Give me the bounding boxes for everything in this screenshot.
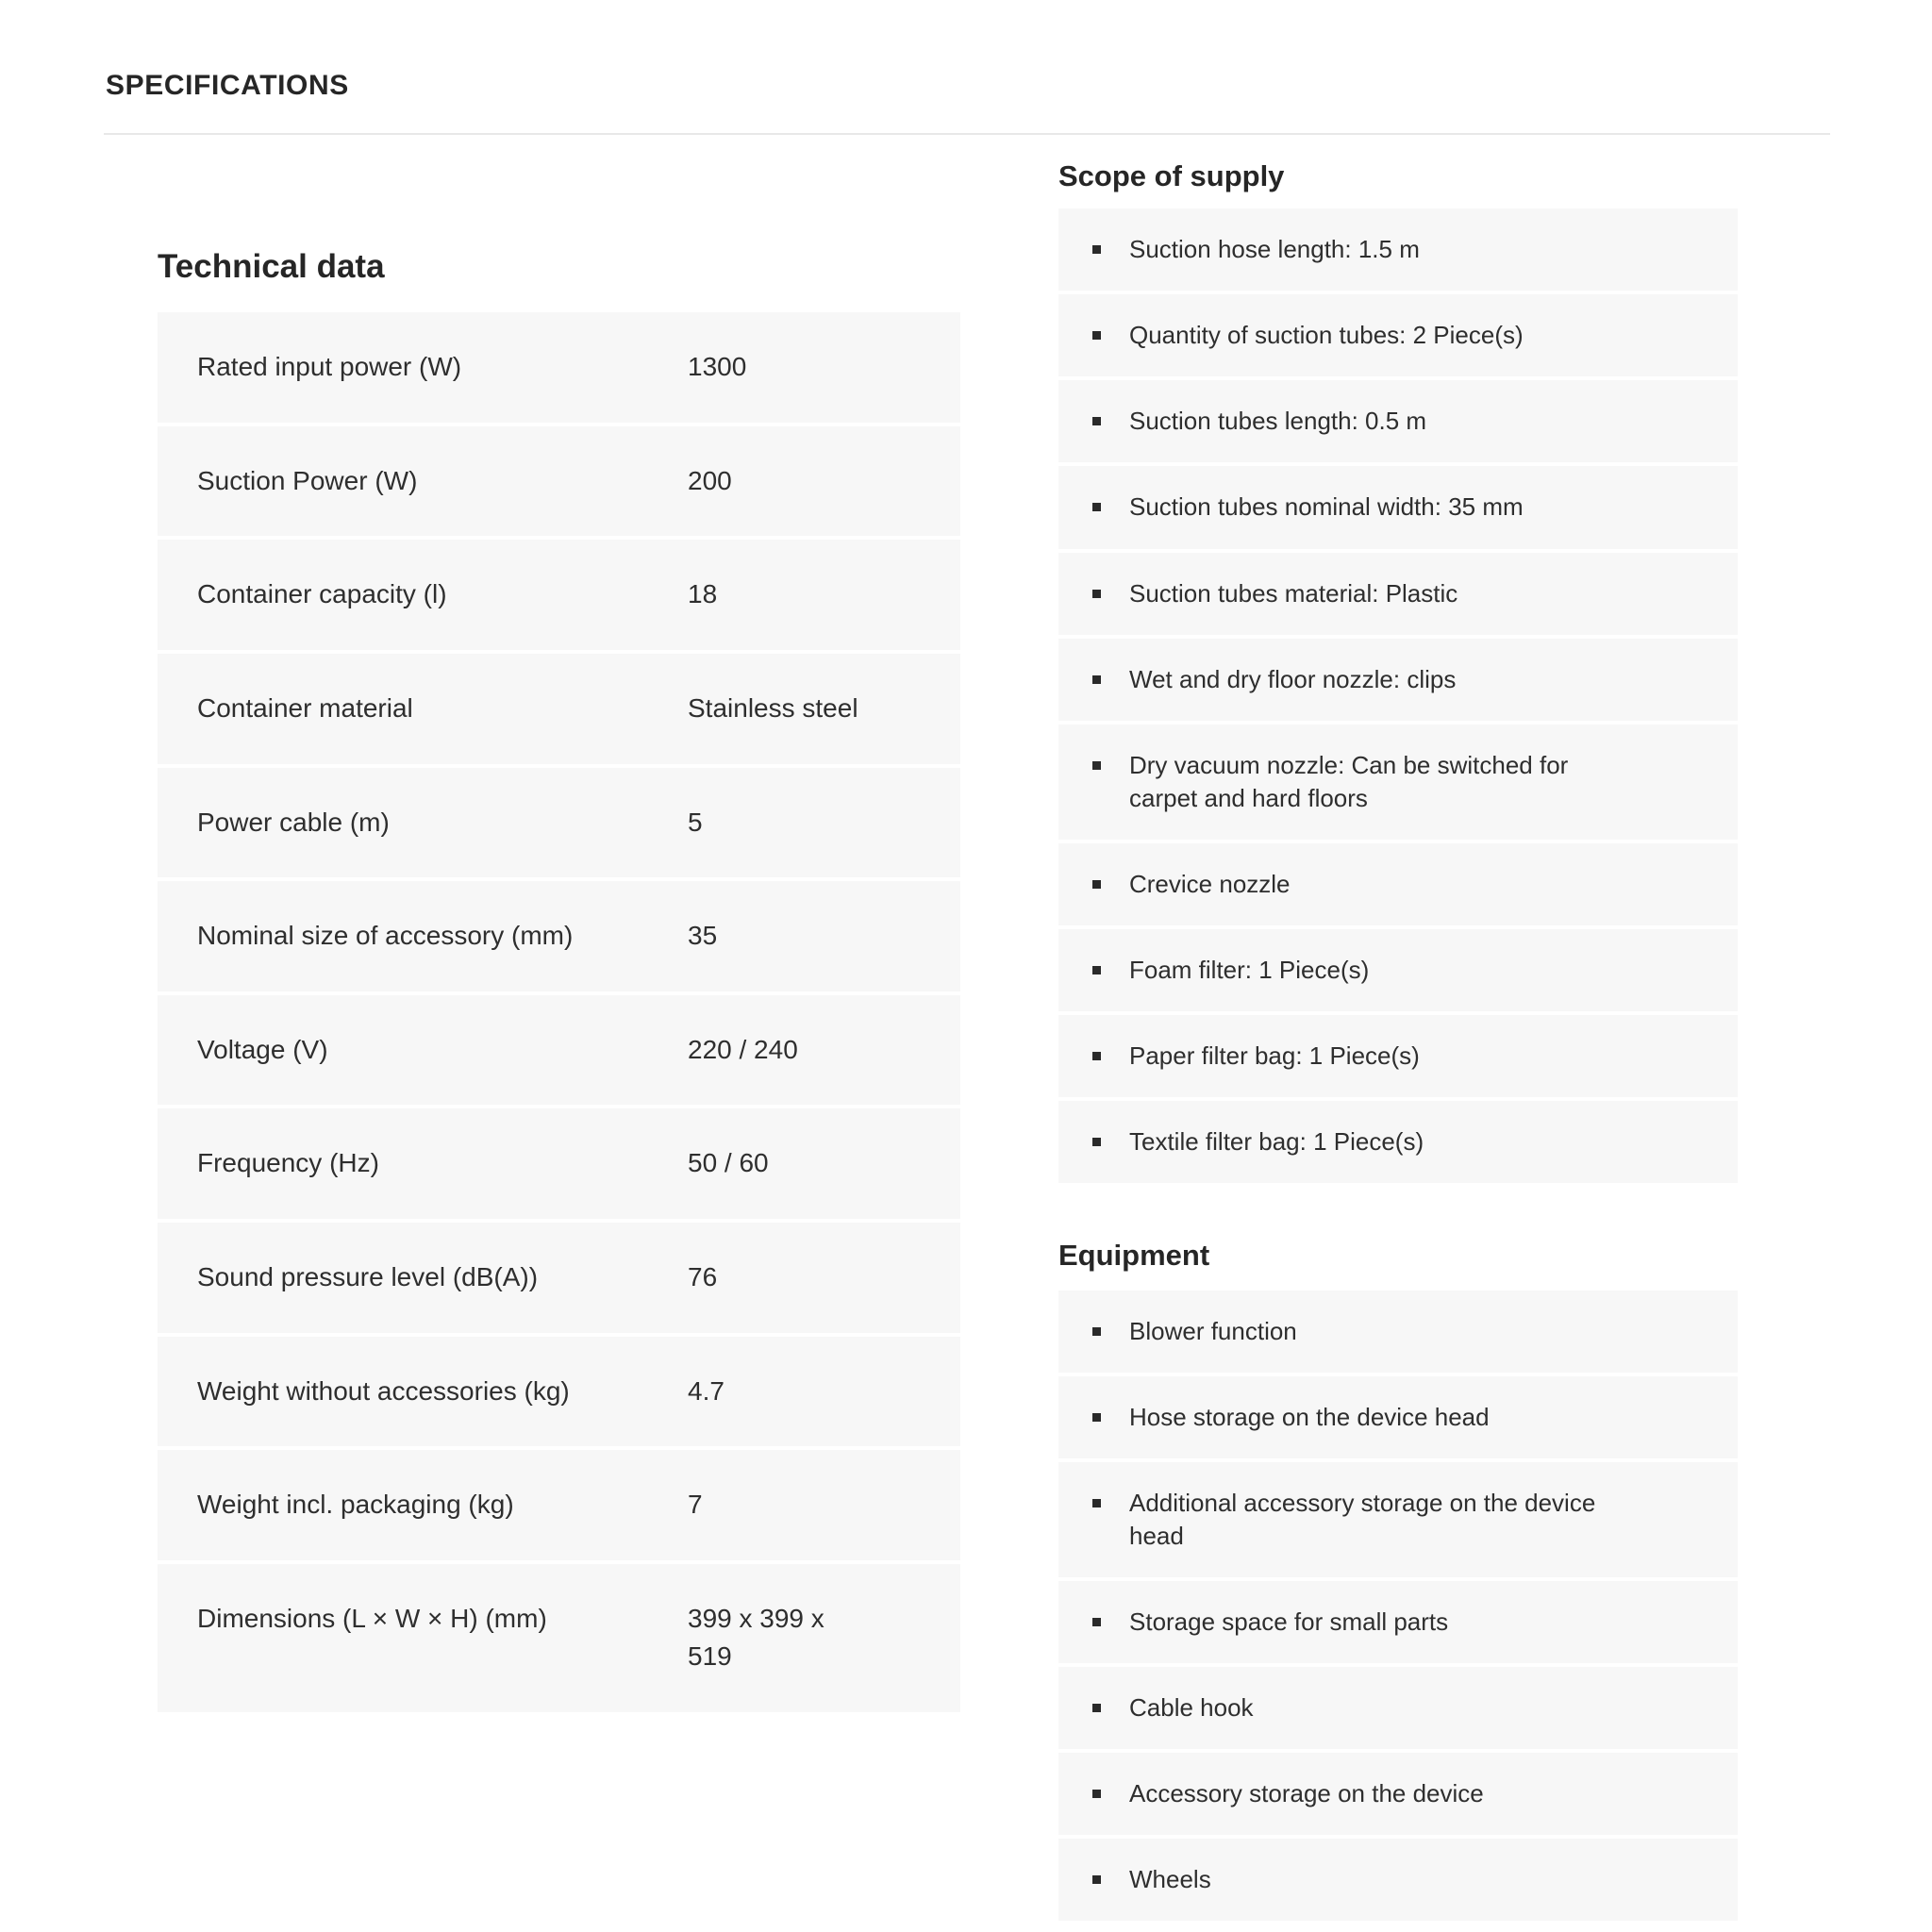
list-item bbox=[1058, 1376, 1738, 1458]
bullet-icon bbox=[1092, 761, 1101, 770]
spec-label: Nominal size of accessory (mm) bbox=[197, 921, 574, 951]
list-item bbox=[1058, 553, 1738, 635]
bullet-icon bbox=[1092, 503, 1101, 511]
spec-label: Container capacity (l) bbox=[197, 579, 447, 609]
list-item bbox=[1058, 724, 1738, 840]
table-row bbox=[158, 654, 960, 764]
spec-value: 399 x 399 x 519 bbox=[688, 1603, 824, 1672]
spec-value: 76 bbox=[688, 1262, 718, 1291]
technical-data-title: Technical data bbox=[158, 248, 385, 285]
scope-of-supply-title: Scope of supply bbox=[1058, 159, 1285, 192]
spec-value: 220 / 240 bbox=[688, 1034, 798, 1064]
bullet-icon bbox=[1092, 1704, 1101, 1712]
spec-value: 4.7 bbox=[688, 1375, 724, 1406]
spec-value: 35 bbox=[688, 921, 718, 951]
table-row bbox=[158, 426, 960, 537]
bullet-icon bbox=[1092, 417, 1101, 425]
supply-equipment-column bbox=[1058, 135, 1738, 1924]
list-item-text: Suction tubes length: 0.5 m bbox=[1129, 407, 1427, 436]
spec-label: Power cable (m) bbox=[197, 807, 390, 837]
list-item bbox=[1058, 1462, 1738, 1577]
list-item bbox=[1058, 1839, 1738, 1921]
spec-label: Rated input power (W) bbox=[197, 352, 462, 382]
spec-label: Dimensions (L × W × H) (mm) bbox=[197, 1603, 547, 1633]
table-row bbox=[158, 1108, 960, 1219]
spec-label: Voltage (V) bbox=[197, 1034, 328, 1064]
table-row bbox=[158, 881, 960, 991]
table-row bbox=[158, 1223, 960, 1333]
list-item-text: Crevice nozzle bbox=[1129, 869, 1291, 898]
list-item bbox=[1058, 1581, 1738, 1663]
table-row bbox=[158, 312, 960, 423]
spec-value: 18 bbox=[688, 579, 718, 609]
bullet-icon bbox=[1092, 880, 1101, 889]
list-item-text: Suction tubes material: Plastic bbox=[1129, 578, 1458, 608]
bullet-icon bbox=[1092, 1790, 1101, 1798]
list-item bbox=[1058, 1667, 1738, 1749]
list-item bbox=[1058, 466, 1738, 548]
bullet-icon bbox=[1092, 1618, 1101, 1626]
spec-label: Weight without accessories (kg) bbox=[197, 1375, 570, 1406]
list-item bbox=[1058, 639, 1738, 721]
list-item bbox=[1058, 294, 1738, 376]
list-item-text: Dry vacuum nozzle: Can be switched for carpet and hard floors bbox=[1129, 750, 1569, 812]
list-item-text: Textile filter bag: 1 Piece(s) bbox=[1129, 1127, 1424, 1157]
equipment-title: Equipment bbox=[1058, 1239, 1210, 1273]
spec-value: 50 / 60 bbox=[688, 1148, 769, 1178]
spec-label: Container material bbox=[197, 693, 413, 724]
list-item-text: Paper filter bag: 1 Piece(s) bbox=[1129, 1041, 1420, 1071]
list-item-text: Foam filter: 1 Piece(s) bbox=[1129, 956, 1370, 985]
bullet-icon bbox=[1092, 590, 1101, 598]
bullet-icon bbox=[1092, 675, 1101, 684]
list-item bbox=[1058, 1101, 1738, 1183]
list-item-text: Accessory storage on the device bbox=[1129, 1779, 1484, 1808]
bullet-icon bbox=[1092, 1138, 1101, 1146]
list-item-text: Cable hook bbox=[1129, 1692, 1254, 1722]
list-item-text: Additional accessory storage on the device head bbox=[1129, 1488, 1596, 1550]
technical-data-column bbox=[104, 135, 960, 1716]
spec-value: 1300 bbox=[688, 352, 747, 382]
bullet-icon bbox=[1092, 1875, 1101, 1884]
content-columns bbox=[104, 135, 1830, 1924]
bullet-icon bbox=[1092, 1499, 1101, 1507]
bullet-icon bbox=[1092, 331, 1101, 340]
spec-label: Suction Power (W) bbox=[197, 465, 418, 495]
list-item-text: Hose storage on the device head bbox=[1129, 1402, 1490, 1431]
list-item-text: Suction tubes nominal width: 35 mm bbox=[1129, 492, 1524, 522]
scope-of-supply-list bbox=[1058, 208, 1738, 1183]
list-item bbox=[1058, 843, 1738, 925]
list-item bbox=[1058, 929, 1738, 1011]
table-row bbox=[158, 995, 960, 1106]
list-item bbox=[1058, 1753, 1738, 1835]
spec-value: Stainless steel bbox=[688, 693, 858, 724]
spec-value: 200 bbox=[688, 465, 732, 495]
list-item-text: Suction hose length: 1.5 m bbox=[1129, 235, 1420, 264]
spec-label: Weight incl. packaging (kg) bbox=[197, 1490, 514, 1520]
table-row bbox=[158, 1337, 960, 1447]
bullet-icon bbox=[1092, 1413, 1101, 1422]
table-row bbox=[158, 768, 960, 878]
spec-value: 5 bbox=[688, 807, 703, 837]
spec-label: Sound pressure level (dB(A)) bbox=[197, 1262, 539, 1291]
bullet-icon bbox=[1092, 1052, 1101, 1060]
table-row bbox=[158, 1564, 960, 1712]
equipment-list bbox=[1058, 1291, 1738, 1922]
list-item-text: Quantity of suction tubes: 2 Piece(s) bbox=[1129, 321, 1524, 350]
list-item-text: Blower function bbox=[1129, 1316, 1297, 1345]
bullet-icon bbox=[1092, 245, 1101, 254]
spec-label: Frequency (Hz) bbox=[197, 1148, 379, 1178]
spec-value: 7 bbox=[688, 1490, 703, 1520]
list-item-text: Wheels bbox=[1129, 1865, 1211, 1894]
bullet-icon bbox=[1092, 966, 1101, 974]
list-item bbox=[1058, 380, 1738, 462]
list-item bbox=[1058, 1015, 1738, 1097]
table-row bbox=[158, 540, 960, 650]
table-row bbox=[158, 1450, 960, 1560]
list-item bbox=[1058, 1291, 1738, 1373]
page-title: SPECIFICATIONS bbox=[106, 70, 349, 101]
list-item-text: Storage space for small parts bbox=[1129, 1607, 1449, 1636]
bullet-icon bbox=[1092, 1327, 1101, 1336]
list-item bbox=[1058, 208, 1738, 291]
technical-data-table bbox=[158, 312, 960, 1712]
list-item-text: Wet and dry floor nozzle: clips bbox=[1129, 664, 1457, 693]
